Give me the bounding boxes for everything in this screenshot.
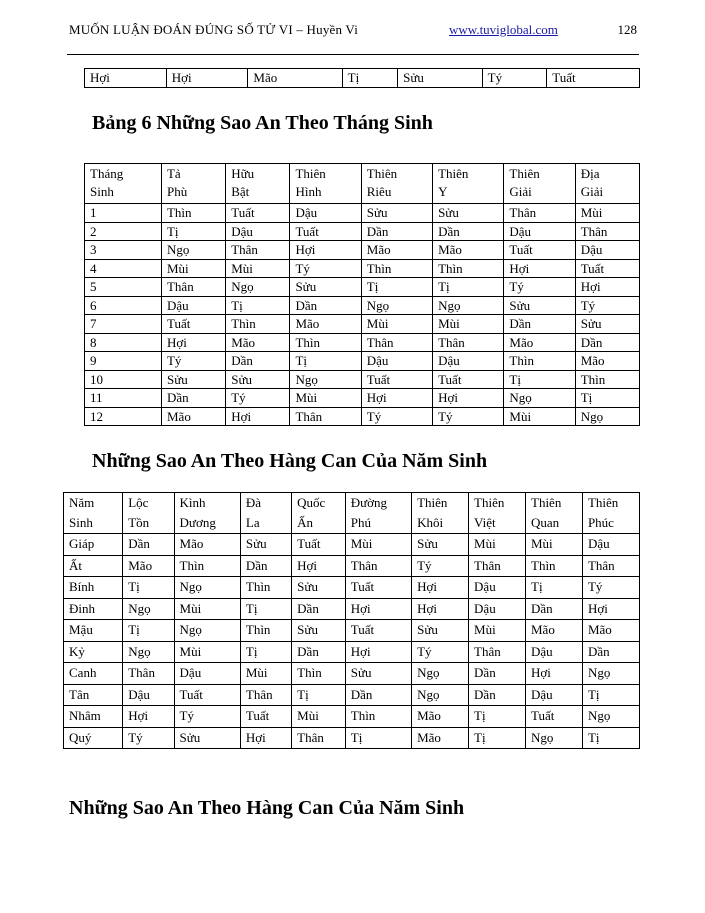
- header-cell-line: Tồn: [128, 515, 150, 530]
- table-cell: Dần: [504, 315, 575, 334]
- table-cell: Tị: [240, 598, 291, 620]
- table-cell: Thân: [582, 555, 639, 577]
- table-cell: Hợi: [433, 389, 504, 408]
- table-cell: Hợi: [504, 259, 575, 278]
- table-cell: Tý: [575, 296, 639, 315]
- table-cell: Thân: [469, 641, 526, 663]
- table-cell: Thìn: [345, 706, 411, 728]
- table-cell: Thân: [226, 241, 290, 260]
- table-row: [64, 598, 640, 620]
- table-cell: Hợi: [526, 663, 583, 685]
- table-cell: Dần: [526, 598, 583, 620]
- table-cell: Ngọ: [575, 407, 639, 426]
- table-cell: Sửu: [412, 620, 469, 642]
- table-cell: Dần: [469, 684, 526, 706]
- table-row: [64, 684, 640, 706]
- table-cell: Sửu: [292, 620, 346, 642]
- header-cell-line: Thiên: [295, 166, 326, 181]
- table-cell: 12: [85, 407, 162, 426]
- table-row: [64, 620, 640, 642]
- table-cell: Thìn: [575, 370, 639, 389]
- table-cell: Thìn: [240, 620, 291, 642]
- table-cell: Mùi: [504, 407, 575, 426]
- table-cell: Sửu: [292, 577, 346, 599]
- table-cell: Tý: [290, 259, 361, 278]
- table-cell: Thân: [161, 278, 225, 297]
- table6-heading: Bảng 6 Những Sao An Theo Tháng Sinh: [92, 112, 433, 134]
- table-row: [85, 407, 640, 426]
- table-cell: Bính: [64, 577, 123, 599]
- table-cell: Hợi: [290, 241, 361, 260]
- table-cell: Ất: [64, 555, 123, 577]
- table-cell: Sửu: [345, 663, 411, 685]
- table-cell: Mùi: [526, 534, 583, 556]
- header-cell-line: Dương: [179, 515, 216, 530]
- can-table-heading: Những Sao An Theo Hàng Can Của Năm Sinh: [92, 450, 488, 472]
- section-heading: Những Sao An Theo Hàng Can Của Năm Sinh: [69, 797, 465, 819]
- table-cell: Tị: [123, 577, 174, 599]
- table-cell: Thìn: [504, 352, 575, 371]
- table-cell: Hợi: [123, 706, 174, 728]
- header-cell-line: Sinh: [69, 515, 93, 530]
- table-cell: Hợi: [412, 598, 469, 620]
- table-cell: Dần: [345, 684, 411, 706]
- table-cell: Ngọ: [433, 296, 504, 315]
- table-cell: Tị: [161, 222, 225, 241]
- table-cell: Hợi: [240, 727, 291, 749]
- table-cell: Dần: [240, 555, 291, 577]
- table-cell: Dần: [361, 222, 432, 241]
- header-cell-line: Ấn: [297, 515, 314, 530]
- table-cell: Dần: [123, 534, 174, 556]
- table-cell: Ngọ: [290, 370, 361, 389]
- table-cell: Tị: [504, 370, 575, 389]
- table-cell: Tị: [240, 641, 291, 663]
- table-cell: Canh: [64, 663, 123, 685]
- table-cell: Tuất: [161, 315, 225, 334]
- table-cell: Dần: [433, 222, 504, 241]
- header-cell-line: Thiên: [531, 495, 562, 510]
- header-cell: [469, 493, 526, 534]
- table-cell: Hợi: [292, 555, 346, 577]
- table-cell: Sửu: [575, 315, 639, 334]
- table-cell: Tị: [469, 727, 526, 749]
- header-divider: [67, 54, 639, 55]
- page-header: [69, 22, 639, 40]
- table-cell: Sửu: [398, 69, 483, 88]
- table-cell: Tị: [582, 684, 639, 706]
- header-cell: [290, 164, 361, 204]
- table-cell: Thìn: [174, 555, 240, 577]
- header-cell-line: Y: [438, 184, 448, 199]
- table-cell: Ngọ: [526, 727, 583, 749]
- table-cell: Hợi: [582, 598, 639, 620]
- table-cell: Tị: [582, 727, 639, 749]
- table-cell: Mão: [575, 352, 639, 371]
- table-cell: Hợi: [226, 407, 290, 426]
- table-cell: Dậu: [226, 222, 290, 241]
- table-cell: Hợi: [85, 69, 167, 88]
- table-cell: Mão: [582, 620, 639, 642]
- table-cell: Tị: [226, 296, 290, 315]
- table-row: [85, 315, 640, 334]
- table-row: [64, 577, 640, 599]
- table-cell: Thân: [292, 727, 346, 749]
- table-cell: Tuất: [547, 69, 640, 88]
- table-cell: Dần: [226, 352, 290, 371]
- header-cell-line: Hữu: [231, 166, 255, 181]
- table-row: [85, 333, 640, 352]
- website-link[interactable]: www.tuviglobal.com: [449, 22, 558, 37]
- table-cell: Tuất: [345, 620, 411, 642]
- can-stars-table: [63, 492, 640, 749]
- continued-table: [84, 68, 640, 88]
- table-row: [85, 259, 640, 278]
- header-cell: [361, 164, 432, 204]
- header-cell-line: Thiên: [438, 166, 469, 181]
- header-cell: [64, 493, 123, 534]
- table-cell: Hợi: [166, 69, 248, 88]
- header-cell: [174, 493, 240, 534]
- table-row: [85, 69, 640, 88]
- table-cell: Tuất: [226, 204, 290, 223]
- header-cell: [240, 493, 291, 534]
- table-row: [85, 352, 640, 371]
- table-cell: Dậu: [469, 577, 526, 599]
- table-cell: Dậu: [161, 296, 225, 315]
- table-cell: Thân: [345, 555, 411, 577]
- table-cell: Ngọ: [412, 663, 469, 685]
- header-cell-line: Đà: [245, 495, 262, 510]
- header-cell-line: Quốc: [297, 495, 326, 510]
- table-row: [85, 370, 640, 389]
- header-cell: [123, 493, 174, 534]
- table-cell: Sửu: [161, 370, 225, 389]
- table-cell: Dậu: [361, 352, 432, 371]
- header-cell: [526, 493, 583, 534]
- table-cell: Tị: [575, 389, 639, 408]
- table-cell: Dậu: [526, 684, 583, 706]
- table-row: [64, 555, 640, 577]
- table-cell: Tuất: [292, 534, 346, 556]
- table-cell: Sửu: [290, 278, 361, 297]
- table-cell: Thân: [433, 333, 504, 352]
- table-cell: 3: [85, 241, 162, 260]
- table-cell: Ngọ: [412, 684, 469, 706]
- header-cell-line: Địa: [580, 166, 600, 181]
- table-cell: Tý: [412, 641, 469, 663]
- table-row: [64, 534, 640, 556]
- table-header-row: [85, 164, 640, 204]
- table-cell: Dần: [290, 296, 361, 315]
- table-cell: Tị: [292, 684, 346, 706]
- table-cell: 1: [85, 204, 162, 223]
- table-cell: Mão: [248, 69, 342, 88]
- header-cell-line: Năm: [69, 495, 95, 510]
- table-cell: Tị: [342, 69, 397, 88]
- table-cell: Tuất: [290, 222, 361, 241]
- table-cell: 5: [85, 278, 162, 297]
- table-cell: 6: [85, 296, 162, 315]
- table-cell: Mùi: [226, 259, 290, 278]
- table-cell: Ngọ: [123, 598, 174, 620]
- table-cell: Tý: [412, 555, 469, 577]
- table-cell: Dần: [469, 663, 526, 685]
- table-cell: Dậu: [174, 663, 240, 685]
- header-cell-line: Giải: [580, 184, 604, 199]
- table-cell: Mậu: [64, 620, 123, 642]
- table-cell: Mùi: [575, 204, 639, 223]
- header-cell: [226, 164, 290, 204]
- table-cell: Thân: [361, 333, 432, 352]
- table-cell: Kỷ: [64, 641, 123, 663]
- table-cell: Mùi: [469, 620, 526, 642]
- header-cell: [292, 493, 346, 534]
- table-cell: Thân: [575, 222, 639, 241]
- table-cell: Sửu: [174, 727, 240, 749]
- table-cell: Thìn: [526, 555, 583, 577]
- table-cell: Sửu: [240, 534, 291, 556]
- header-cell-line: Đường: [350, 495, 388, 510]
- header-cell-line: Thiên: [474, 495, 505, 510]
- table-cell: Tị: [290, 352, 361, 371]
- table-cell: Dậu: [582, 534, 639, 556]
- header-cell-line: Thiên: [509, 166, 540, 181]
- table-row: [85, 241, 640, 260]
- table-cell: Mão: [226, 333, 290, 352]
- table-cell: Tý: [226, 389, 290, 408]
- table-cell: Tý: [174, 706, 240, 728]
- table-cell: Tị: [469, 706, 526, 728]
- table-cell: Dần: [575, 333, 639, 352]
- table-cell: Tị: [361, 278, 432, 297]
- table-cell: Dậu: [433, 352, 504, 371]
- table-cell: 8: [85, 333, 162, 352]
- header-cell: [575, 164, 639, 204]
- table-cell: Hợi: [361, 389, 432, 408]
- header-cell-line: Giải: [509, 184, 532, 199]
- table-row: [64, 663, 640, 685]
- table-header-row: [64, 493, 640, 534]
- table-cell: Thân: [290, 407, 361, 426]
- table-cell: Tý: [433, 407, 504, 426]
- table-cell: Quý: [64, 727, 123, 749]
- table-cell: Sửu: [226, 370, 290, 389]
- table-cell: 2: [85, 222, 162, 241]
- table-row: [85, 222, 640, 241]
- table-cell: Hợi: [412, 577, 469, 599]
- table-row: [85, 296, 640, 315]
- table-cell: 10: [85, 370, 162, 389]
- header-cell-line: Hình: [295, 184, 322, 199]
- table-cell: 4: [85, 259, 162, 278]
- table-cell: Tuất: [345, 577, 411, 599]
- header-cell-line: Riêu: [366, 184, 392, 199]
- table-cell: Dậu: [575, 241, 639, 260]
- table-row: [85, 389, 640, 408]
- table-cell: Mão: [504, 333, 575, 352]
- table-cell: Ngọ: [123, 641, 174, 663]
- table-cell: Mão: [526, 620, 583, 642]
- table-cell: Mão: [174, 534, 240, 556]
- page-number: 128: [617, 22, 637, 37]
- header-cell-line: Thiên: [366, 166, 398, 181]
- header-cell-line: Kình: [179, 495, 206, 510]
- table-cell: Sửu: [412, 534, 469, 556]
- header-cell-line: Phúc: [587, 515, 614, 530]
- table-cell: Nhâm: [64, 706, 123, 728]
- header-cell-line: Quan: [531, 515, 560, 530]
- header-cell-line: Phú: [350, 515, 371, 530]
- table-cell: Tý: [361, 407, 432, 426]
- header-cell: [161, 164, 225, 204]
- header-cell: [345, 493, 411, 534]
- table-cell: Ngọ: [361, 296, 432, 315]
- table-cell: Tị: [345, 727, 411, 749]
- table-row: [85, 278, 640, 297]
- table-cell: Mùi: [290, 389, 361, 408]
- table-cell: Tý: [504, 278, 575, 297]
- table-cell: Hợi: [575, 278, 639, 297]
- table-cell: 11: [85, 389, 162, 408]
- table-cell: Thìn: [290, 333, 361, 352]
- table-row: [64, 641, 640, 663]
- header-cell-line: Khôi: [417, 515, 444, 530]
- header-cell-line: La: [245, 515, 260, 530]
- table-cell: Tuất: [504, 241, 575, 260]
- table-cell: Dần: [161, 389, 225, 408]
- table-cell: Mão: [433, 241, 504, 260]
- table-cell: Thìn: [240, 577, 291, 599]
- header-cell-line: Thiên: [417, 495, 448, 510]
- header-cell: [433, 164, 504, 204]
- table-cell: Dậu: [504, 222, 575, 241]
- table-cell: Hợi: [345, 598, 411, 620]
- table-cell: Thân: [123, 663, 174, 685]
- table-cell: Mão: [412, 706, 469, 728]
- table-cell: Tý: [123, 727, 174, 749]
- header-cell-line: Thiên: [587, 495, 619, 510]
- table-cell: Hợi: [161, 333, 225, 352]
- table-cell: Sửu: [361, 204, 432, 223]
- header-cell-line: Sinh: [90, 184, 114, 199]
- table-cell: Mùi: [345, 534, 411, 556]
- table-cell: Dậu: [290, 204, 361, 223]
- table-cell: Thìn: [433, 259, 504, 278]
- table-cell: Dần: [292, 641, 346, 663]
- table-cell: Dần: [582, 641, 639, 663]
- book-title: MUỐN LUẬN ĐOÁN ĐÚNG SỐ TỬ VI – Huyền Vi: [69, 22, 359, 37]
- table-cell: Ngọ: [174, 620, 240, 642]
- header-cell-line: Việt: [474, 515, 496, 530]
- table-cell: Hợi: [345, 641, 411, 663]
- table-cell: Sửu: [504, 296, 575, 315]
- table-cell: Giáp: [64, 534, 123, 556]
- table-cell: Tị: [433, 278, 504, 297]
- table-cell: Dậu: [469, 598, 526, 620]
- table-cell: Dậu: [123, 684, 174, 706]
- table-cell: Mùi: [174, 598, 240, 620]
- table-cell: Mùi: [174, 641, 240, 663]
- table-cell: Thân: [469, 555, 526, 577]
- header-cell-line: Tả: [166, 166, 181, 181]
- table-cell: Thân: [504, 204, 575, 223]
- header-cell-line: Bật: [231, 184, 250, 199]
- table-cell: Tuất: [433, 370, 504, 389]
- header-cell-line: Tháng: [90, 166, 124, 181]
- header-cell: [412, 493, 469, 534]
- header-cell: [582, 493, 639, 534]
- table-cell: Tý: [482, 69, 547, 88]
- table-cell: Mùi: [433, 315, 504, 334]
- header-cell-line: Phù: [166, 184, 188, 199]
- table-cell: Mùi: [469, 534, 526, 556]
- table-cell: Mão: [161, 407, 225, 426]
- table-cell: Thân: [240, 684, 291, 706]
- table-cell: Mão: [361, 241, 432, 260]
- table-cell: Thìn: [161, 204, 225, 223]
- table-row: [85, 204, 640, 223]
- header-cell-line: Lộc: [128, 495, 149, 510]
- table-cell: Mão: [290, 315, 361, 334]
- header-cell: [85, 164, 162, 204]
- table-cell: Tuất: [526, 706, 583, 728]
- table-cell: Mão: [123, 555, 174, 577]
- table-cell: Sửu: [433, 204, 504, 223]
- table-cell: Mùi: [361, 315, 432, 334]
- table-cell: 7: [85, 315, 162, 334]
- table-cell: Tuất: [174, 684, 240, 706]
- table-cell: Mùi: [240, 663, 291, 685]
- table-cell: Dậu: [526, 641, 583, 663]
- table-cell: Tý: [161, 352, 225, 371]
- table-cell: Mùi: [161, 259, 225, 278]
- table-cell: Ngọ: [161, 241, 225, 260]
- table-cell: Tị: [526, 577, 583, 599]
- table-cell: Mùi: [292, 706, 346, 728]
- table-cell: Thìn: [292, 663, 346, 685]
- table-cell: Ngọ: [504, 389, 575, 408]
- table-cell: Tý: [582, 577, 639, 599]
- table-cell: Tân: [64, 684, 123, 706]
- table-cell: Tị: [123, 620, 174, 642]
- table-cell: Thìn: [361, 259, 432, 278]
- table-cell: Đinh: [64, 598, 123, 620]
- table-row: [64, 706, 640, 728]
- table-cell: Dần: [292, 598, 346, 620]
- table-cell: Ngọ: [226, 278, 290, 297]
- table-cell: 9: [85, 352, 162, 371]
- table-cell: Mão: [412, 727, 469, 749]
- table-cell: Tuất: [240, 706, 291, 728]
- table-cell: Tuất: [361, 370, 432, 389]
- table-cell: Ngọ: [174, 577, 240, 599]
- month-stars-table: [84, 163, 640, 426]
- table-cell: Ngọ: [582, 706, 639, 728]
- table-cell: Ngọ: [582, 663, 639, 685]
- table-cell: Thìn: [226, 315, 290, 334]
- table-cell: Tuất: [575, 259, 639, 278]
- header-cell: [504, 164, 575, 204]
- table-row: [64, 727, 640, 749]
